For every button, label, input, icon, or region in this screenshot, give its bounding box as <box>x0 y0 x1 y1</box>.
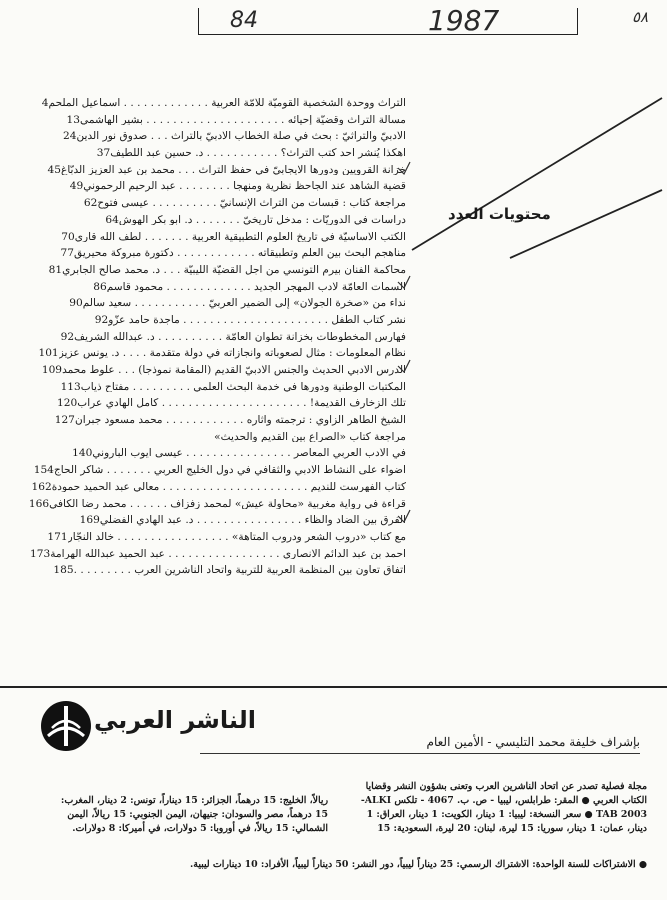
toc-entry-page: 90 <box>69 297 83 310</box>
toc-entry-text: محاكمة الفنان بيرم التونسي من أجل القضيّة الليبيّة . . . د. محمد صالح الجابري <box>62 264 406 276</box>
toc-entry-page: 37 <box>96 147 111 160</box>
toc-entry-text: أحمد بن عبد الدائم الأنصاري . . . . . . . . . . . . . . . . . عبد الحميد عبدالله الهرامة <box>50 548 406 560</box>
toc-entry-page: 109 <box>41 364 63 377</box>
toc-entry[interactable] <box>8 496 406 513</box>
toc-entry[interactable] <box>8 529 406 546</box>
toc-entry-page: 171 <box>47 530 68 543</box>
toc-entry[interactable] <box>8 362 406 379</box>
publisher-logo-text: الناشر العربي <box>94 706 256 734</box>
toc-entry-text: أضواء على النشاط الأدبي والثقافي في دول الخليج العربي . . . . . . . شاكر الحاج <box>53 465 406 476</box>
toc-entry-text: الفرق بين الضاد والظاء . . . . . . . . . . . . . . . . د. عبد الهادي الفضلي <box>99 515 406 526</box>
toc-entry[interactable] <box>8 145 406 162</box>
footer-top-rule <box>0 686 667 688</box>
decorative-diagonal-lines <box>400 80 667 260</box>
book-emblem-icon <box>40 698 92 756</box>
check-mark-icon <box>398 276 410 288</box>
toc-entry-text: خزانة القرويين ودورها الايجابيّ في حفظ التراث . . . محمد بن عبد العزيز الدبّاغ <box>61 164 406 176</box>
toc-entry-page: 154 <box>33 464 54 477</box>
toc-entry[interactable] <box>8 178 406 195</box>
supervision-line: بإشراف خليفة محمد التليسي - الأمين العام <box>200 735 640 754</box>
publisher-prices-1: TAB 2003 ● سعر النسخة: ليبيا: 1 دينار، الكويت: 1 دينار، العراق: 1 <box>366 809 647 820</box>
toc-entry[interactable] <box>8 329 406 346</box>
toc-entry-page: 81 <box>48 263 63 276</box>
toc-entry-page: 70 <box>61 230 75 243</box>
toc-entry[interactable] <box>8 395 406 412</box>
margin-check-marks <box>396 160 412 530</box>
prices-line: ريالاً، الخليج: 15 درهماً، الجزائر: 15 ديناراً، تونس: 2 دينار، المغرب: <box>60 795 328 806</box>
toc-entry-text: مراجعة كتاب «الصراع بين القديم والحديث» <box>214 431 406 443</box>
toc-entry-page: 169 <box>79 514 100 527</box>
toc-entry[interactable] <box>8 229 406 246</box>
toc-entry-text: فهارس المخطوطات بخزانة تطوان العامّة . . . . . . . . . . د. عبدالله الشريف <box>74 331 406 343</box>
toc-entry-page: 45 <box>47 163 61 176</box>
toc-entry-page: 101 <box>38 347 59 360</box>
toc-entry-page: 166 <box>28 497 50 510</box>
toc-entry-page: 140 <box>72 447 93 460</box>
toc-entry-text: مناهجم البحث بين العلم وتطبيقاته . . . . . . . . . . . . دكتورة مبروكة محيريق <box>74 248 406 259</box>
toc-entry-text: نشر كتاب الطفل . . . . . . . . . . . . . . . . . . . . . . ماجدة حامد عزّو <box>108 314 406 326</box>
toc-entry-text: مراجعة كتاب : قبسات من التراث الإنسانيّ . . . . . . . . . . عيسى فتوح <box>97 198 406 209</box>
toc-entry-text: الأدبيّ والتراثيّ : بحث في صلة الخطاب الأدبيّ بالتراث . . . صدوق نور الدين <box>76 131 406 143</box>
toc-entry-text: دراسات في الدوريّات : مدخل تاريخيّ . . . . . . . د. ابو بكر الهوش <box>118 214 406 226</box>
table-of-contents <box>8 95 406 579</box>
toc-entry-text: الشيخ الطاهر الزاوي : ترجمته وآثاره . . . . . . . . . . . . محمد مسعود جبران <box>74 415 406 426</box>
toc-entry-text: قراءة في رواية مغربية «محاولة عيش» لمحمد زفزاف . . . . . . محمد رضا الكافي <box>49 498 406 510</box>
toc-entry-page: 173 <box>30 547 51 560</box>
publisher-info <box>349 780 647 836</box>
check-mark-icon <box>398 510 410 522</box>
toc-entry[interactable] <box>8 262 406 279</box>
toc-entry[interactable] <box>8 462 406 479</box>
toc-entry-page: 86 <box>93 280 107 293</box>
prices-line: 15 درهماً، مصر والسودان: جنيهان، اليمن الجنوبي: 15 ريالاً، اليمن <box>67 809 328 820</box>
toc-entry-page: 77 <box>60 247 75 260</box>
toc-entry[interactable] <box>8 295 406 312</box>
toc-entry[interactable] <box>8 95 406 112</box>
publisher-address: الكتاب العربي ● المقر: طرابلس، ليبيا - ص. ب. 4067 - تلكس ALKI- <box>360 795 647 806</box>
toc-entry-page: 113 <box>60 380 81 393</box>
toc-entry[interactable] <box>8 562 406 579</box>
prices-info <box>10 794 328 836</box>
toc-entry-text: التراث ووحدة الشخصية القوميّة للأمّة العربية . . . . . . . . . . . . . اسماعيل الملحم <box>48 98 406 109</box>
toc-entry[interactable] <box>8 512 406 529</box>
check-mark-icon <box>398 360 410 372</box>
toc-entry[interactable] <box>8 546 406 563</box>
toc-entry-text: الكتب الأساسيّة في تاريخ العلوم التطبيقية العربية . . . . . . . لطف الله قاري <box>74 231 406 243</box>
toc-entry-text: تلك الزخارف القديمة! . . . . . . . . . . . . . . . . . . . . . . كامل الهادي عراب <box>77 398 406 410</box>
toc-entry[interactable] <box>8 162 406 179</box>
toc-entry[interactable] <box>8 128 406 145</box>
toc-entry[interactable] <box>8 279 406 296</box>
toc-entry-page: 92 <box>94 313 109 326</box>
toc-entry[interactable] <box>8 429 406 446</box>
toc-entry-text: الدرس الأدبي الحديث والجنس الأدبيّ القديم (المقامة نموذجاً) . . . علوط محمد <box>62 365 406 376</box>
toc-entry-page: 4 <box>41 97 49 110</box>
toc-entry[interactable] <box>8 212 406 229</box>
toc-entry-page: 185 <box>53 564 74 577</box>
toc-entry-text: نظام المعلومات : مثال لصعوباته وانجازاته في دولة متقدمة . . . . د. يونس عزيز <box>58 348 406 359</box>
toc-entry[interactable] <box>8 345 406 362</box>
diagonal-line-upper <box>412 98 662 250</box>
check-mark-icon <box>398 162 410 174</box>
section-title: محتويات العدد <box>448 205 551 223</box>
issue-number: 84 <box>230 8 258 33</box>
toc-entry[interactable] <box>8 195 406 212</box>
toc-entry-text: قضية الشاهد عند الجاحظ نظرية ومنهجاً . . . . . . . . عبد الرحيم الرحموني <box>83 181 406 193</box>
toc-entry-text: كتاب الفهرست للنديم . . . . . . . . . . . . . . . . . . . . . . معالي عبد الحميد حمودة <box>51 481 406 493</box>
toc-entry-page: 127 <box>54 414 75 427</box>
toc-entry-text: أهكذا يُنشر أحد كتب التراث؟ . . . . . . . . . . . د. حسين عبد اللطيف <box>110 148 406 159</box>
toc-entry[interactable] <box>8 379 406 396</box>
toc-entry-page: 62 <box>83 197 98 210</box>
diagonal-line-lower <box>510 190 662 258</box>
toc-entry-page: 162 <box>31 480 52 493</box>
publisher-logo <box>40 698 256 758</box>
publisher-prices-2: دينار، عمان: 1 دينار، سوريا: 15 ليرة، لبنان: 20 ليرة، السعودية: 15 <box>377 823 647 834</box>
toc-entry-page: 24 <box>62 130 77 143</box>
toc-entry-page: 92 <box>60 330 75 343</box>
toc-entry-page: 49 <box>69 180 84 193</box>
toc-entry[interactable] <box>8 412 406 429</box>
toc-entry[interactable] <box>8 112 406 129</box>
prices-line: الشمالي: 15 ريالاً، في أوروبا: 5 دولارات، في أميركا: 8 دولارات. <box>72 823 328 834</box>
year-annotation: 1987 <box>428 4 500 37</box>
toc-entry-text: اتفاق تعاون بين المنظمة العربية للتربية واتحاد الناشرين العرب . . . . . . . . . <box>73 565 406 576</box>
toc-entry[interactable] <box>8 312 406 329</box>
subscriptions-info: ● الاشتراكات للسنة الواحدة: الاشتراك الرسمي: 25 ديناراً ليبياً، دور النشر: 50 ديناراً ليبياً، الأفراد: 10 دينارات ليبية. <box>190 859 647 870</box>
toc-entry-page: 120 <box>57 397 78 410</box>
page-number: ٥٨ <box>632 8 649 26</box>
toc-entry-text: السمات العامّة لأدب المهجر الجديد . . . . . . . . . . . . . محمود قاسم <box>106 281 406 293</box>
toc-entry[interactable] <box>8 245 406 262</box>
toc-entry[interactable] <box>8 445 406 462</box>
toc-entry-text: في الأدب العربي المعاصر . . . . . . . . . . . . . . . . عيسى أيوب الباروني <box>92 448 406 460</box>
toc-entry-page: 13 <box>66 113 80 126</box>
toc-entry-page: 64 <box>105 213 119 226</box>
toc-entry-text: نداء من «صخرة الجولان» إلى الضمير العربيّ . . . . . . . . . . . سعيد سالم <box>82 298 406 309</box>
toc-entry-text: المكتبات الوطنية ودورها في خدمة البحث العلمي . . . . . . . . . مفتاح ذياب <box>80 381 406 393</box>
publisher-description: مجلة فصلية تصدر عن اتحاد الناشرين العرب وتعنى بشؤون النشر وقضايا <box>365 781 647 792</box>
toc-entry-text: مع كتاب «دروب الشعر ودروب المتاهة» . . . . . . . . . . . . . . . . . خالد النجّار <box>67 531 406 543</box>
toc-entry[interactable] <box>8 479 406 496</box>
toc-entry-text: مسألة التراث وقضيّة إحيائه . . . . . . . . . . . . . . . . . . . . . بشير الهاشمي <box>79 114 406 126</box>
